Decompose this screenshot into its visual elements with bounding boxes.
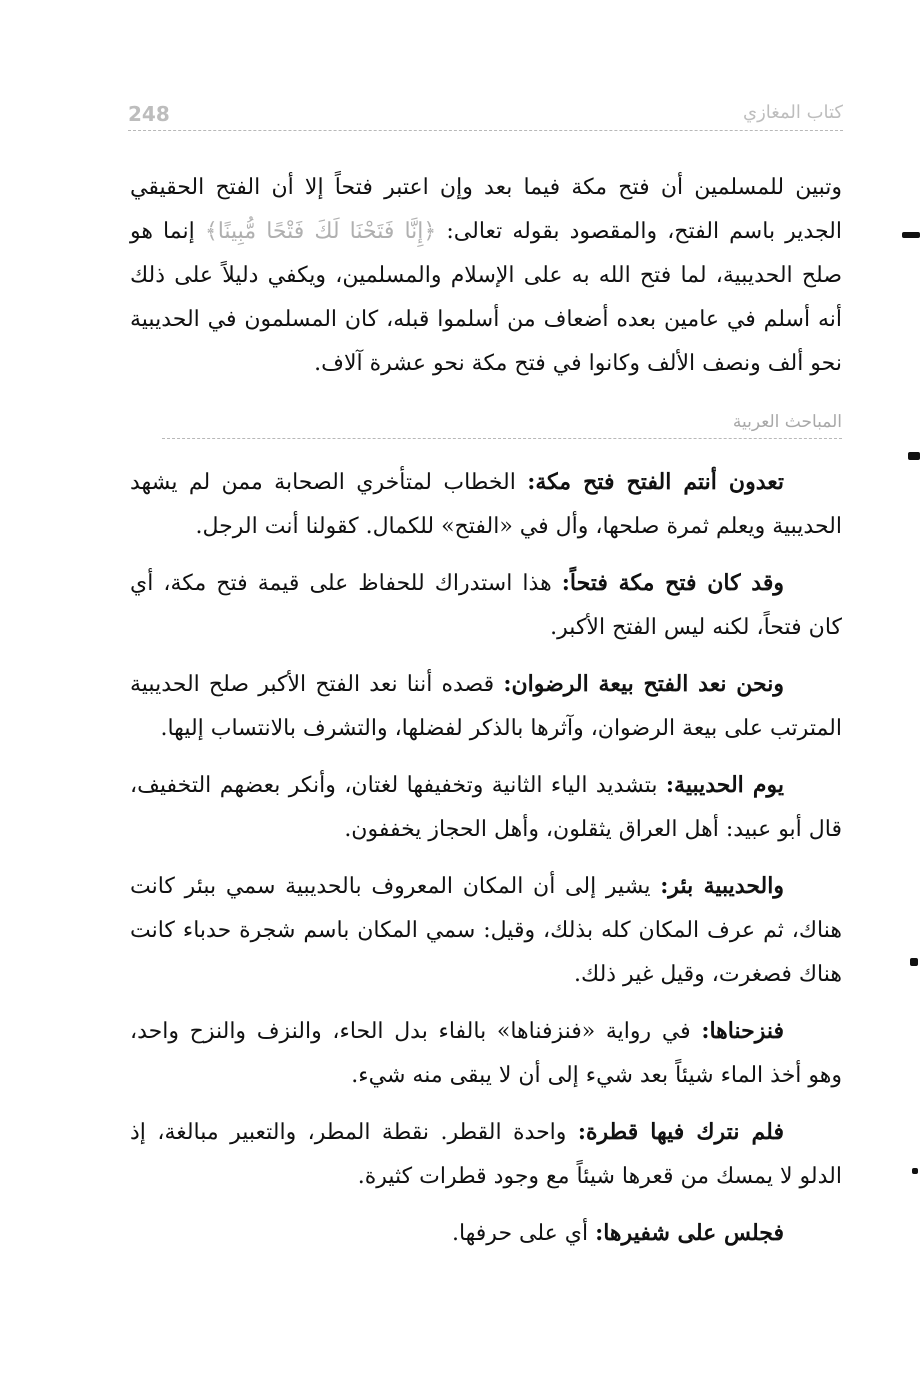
- intro-paragraph: [130, 166, 842, 386]
- section-heading: [162, 412, 842, 439]
- margin-mark: [902, 232, 920, 238]
- entry: [130, 561, 842, 650]
- entry-text: في رواية «فنزفناها» بالفاء بدل الحاء، والنزف والنزح واحد، وهو أخذ الماء شيئاً بعد شيء إلى أن لا يبقى منه شيء.: [130, 1019, 842, 1088]
- entries-list: [130, 460, 842, 1268]
- section-heading-text: المباحث العربية: [732, 412, 842, 432]
- margin-mark: [912, 1168, 918, 1174]
- entry-text: بتشديد الياء الثانية وتخفيفها لغتان، وأنكر بعضهم التخفيف، قال أبو عبيد: أهل العراق يثقلون، وأهل الحجاز يخففون.: [130, 773, 842, 842]
- entry-text: قصده أننا نعد الفتح الأكبر صلح الحديبية المترتب على بيعة الرضوان، وآثرها بالذكر لفضلها، والتشرف بالانتساب إليها.: [130, 672, 842, 741]
- running-header: [128, 100, 843, 131]
- intro-text-after: إنما هو صلح الحديبية، لما فتح الله به على الإسلام والمسلمين، ويكفي دليلاً على ذلك أنه أسلم في عامين بعده أضعاف من أسلموا قبله، كان المسلمون في الحديبية نحو ألف ونصف الألف وكانوا في فتح مكة نحو عشرة آلاف.: [130, 219, 842, 376]
- entry: [130, 763, 842, 852]
- entry-term: يوم الحديبية:: [665, 772, 784, 798]
- entry-text: الخطاب لمتأخري الصحابة ممن لم يشهد الحديبية ويعلم ثمرة صلحها، وأل في «الفتح» للكمال. كقولنا أنت الرجل.: [130, 470, 842, 539]
- entry-text: يشير إلى أن المكان المعروف بالحديبية سمي ببئر كانت هناك، ثم عرف المكان كله بذلك، وقيل: سمي المكان باسم شجرة حدباء كانت هناك فصغرت، وقيل غير ذلك.: [130, 874, 842, 987]
- margin-mark: [908, 452, 920, 460]
- entry: [130, 864, 842, 997]
- entry: [130, 460, 842, 549]
- entry-term: وقد كان فتح مكة فتحاً:: [561, 570, 784, 596]
- entry-term: فجلس على شفيرها:: [595, 1220, 784, 1246]
- entry-text: أي على حرفها.: [451, 1221, 596, 1246]
- entry-term: فنزحناها:: [701, 1018, 784, 1044]
- entry: [130, 1009, 842, 1098]
- entry-text: هذا استدراك للحفاظ على قيمة فتح مكة، أي كان فتحاً، لكنه ليس الفتح الأكبر.: [130, 571, 842, 640]
- entry: [130, 1110, 842, 1199]
- quran-verse: ﴿إِنَّا فَتَحْنَا لَكَ فَتْحًا مُّبِينًا﴾: [204, 219, 437, 244]
- entry: [130, 662, 842, 751]
- page-number: 248: [128, 102, 170, 126]
- entry-term: تعدون أنتم الفتح فتح مكة:: [527, 469, 784, 495]
- entry-term: فلم نترك فيها قطرة:: [577, 1119, 784, 1145]
- intro-text-before: وتبين للمسلمين أن فتح مكة فيما بعد وإن اعتبر فتحاً إلا أن الفتح الحقيقي الجدير باسم الفتح، والمقصود بقوله تعالى:: [130, 175, 842, 244]
- entry: [130, 1211, 842, 1256]
- entry-text: واحدة القطر. نقطة المطر، والتعبير مبالغة، إذ الدلو لا يمسك من قعرها شيئاً مع وجود قطرات كثيرة.: [130, 1120, 842, 1189]
- entry-term: والحديبية بئر:: [660, 873, 784, 899]
- entry-term: ونحن نعد الفتح بيعة الرضوان:: [503, 671, 784, 697]
- margin-mark: [910, 958, 918, 966]
- book-title: كتاب المغازي: [743, 102, 843, 123]
